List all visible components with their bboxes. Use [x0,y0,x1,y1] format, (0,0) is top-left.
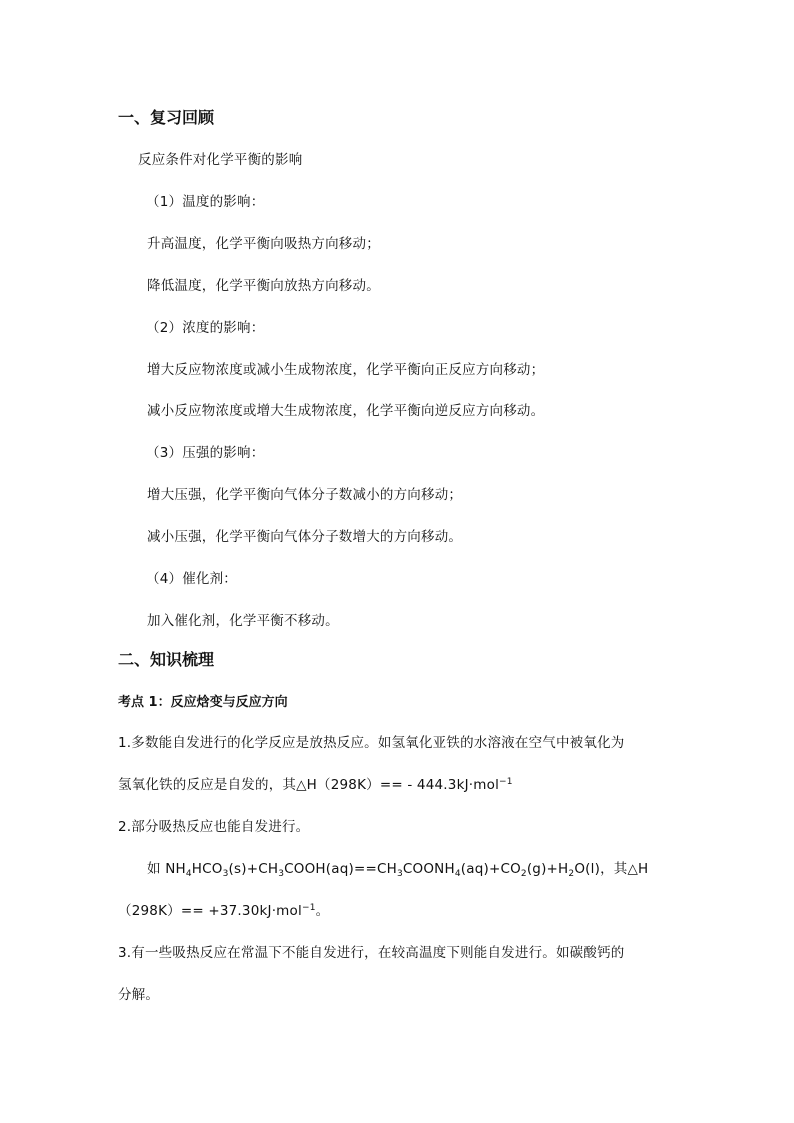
press-heading: （3）压强的影响： [146,445,265,461]
eq-subscript: 3 [278,869,285,879]
para-3-line-2: 分解。 [118,987,160,1003]
chemical-equation [147,860,648,878]
unit-exponent: −1 [499,777,513,787]
section-title-knowledge: 二、知识梳理 [118,650,215,669]
temp-line-1: 升高温度，化学平衡向吸热方向移动； [147,236,380,252]
review-intro: 反应条件对化学平衡的影响 [138,152,303,168]
para-2-line-1: 2.部分吸热反应也能自发进行。 [118,819,310,835]
unit-exponent: −1 [301,903,316,913]
para-2-line-3 [118,902,329,920]
temp-heading: （1）温度的影响： [146,194,265,210]
cat-heading: （4）催化剂： [146,571,237,587]
para-1-line-2 [118,776,513,794]
eq-subscript: 2 [520,869,527,879]
para-2-line-3-end: 。 [315,903,330,919]
eq-part: COOH(aq)==CH [284,861,397,877]
eq-part: HCO [191,861,223,877]
cat-line-1: 加入催化剂，化学平衡不移动。 [147,613,339,629]
eq-part: COONH [402,861,455,877]
eq-part: (aq)+CO [460,861,521,877]
temp-line-2: 降低温度，化学平衡向放热方向移动。 [147,278,380,294]
conc-line-1: 增大反应物浓度或减小生成物浓度，化学平衡向正反应方向移动； [147,362,545,378]
eq-subscript: 4 [454,869,461,879]
para-1-line-1: 1.多数能自发进行的化学反应是放热反应。如氢氧化亚铁的水溶液在空气中被氧化为 [118,735,625,751]
eq-part: (s)+CH [228,861,279,877]
section-title-review: 一、复习回顾 [118,108,215,127]
para-1-line-2-text: 氢氧化铁的反应是自发的，其△H（298K）== - 444.3kJ·mol [118,777,500,793]
press-line-2: 减小压强，化学平衡向气体分子数增大的方向移动。 [147,529,463,545]
eq-part: 如 NH [147,861,186,877]
eq-subscript: 4 [185,869,192,879]
conc-line-2: 减小反应物浓度或增大生成物浓度，化学平衡向逆反应方向移动。 [147,403,545,419]
kp1-title: 考点 1：反应焓变与反应方向 [118,695,288,710]
press-line-1: 增大压强，化学平衡向气体分子数减小的方向移动； [147,487,463,503]
eq-subscript: 2 [568,869,575,879]
eq-part: O(l)，其△H [574,861,649,877]
para-3-line-1: 3.有一些吸热反应在常温下不能自发进行，在较高温度下则能自发进行。如碳酸钙的 [118,945,625,961]
para-2-line-3-text: （298K）== +37.30kJ·mol [118,903,302,919]
eq-part: (g)+H [526,861,569,877]
conc-heading: （2）浓度的影响： [146,320,265,336]
eq-subscript: 3 [222,869,229,879]
eq-subscript: 3 [396,869,403,879]
